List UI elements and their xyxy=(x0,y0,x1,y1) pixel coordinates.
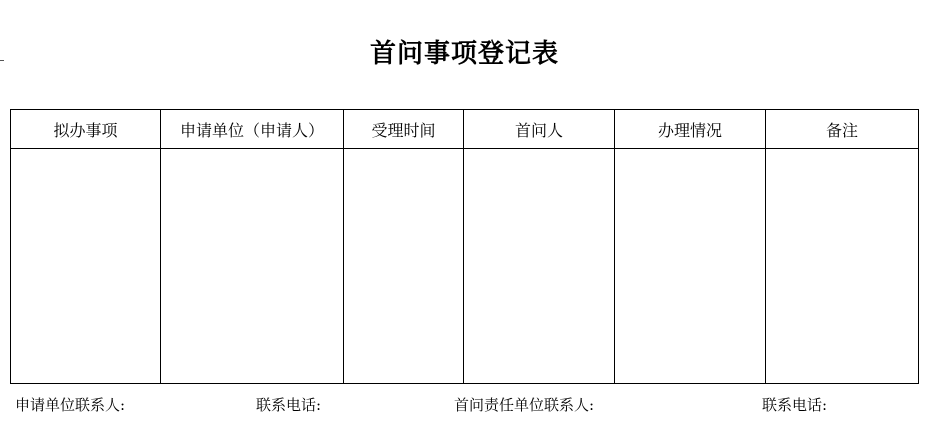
cell-proposed-matter[interactable] xyxy=(11,149,161,384)
cell-applicant-unit[interactable] xyxy=(161,149,344,384)
cell-remarks[interactable] xyxy=(766,149,919,384)
responsible-contact-label: 首问责任单位联系人: xyxy=(454,396,595,414)
header-remarks: 备注 xyxy=(766,110,919,149)
header-acceptance-time: 受理时间 xyxy=(344,110,464,149)
header-handling-status: 办理情况 xyxy=(615,110,766,149)
cell-handling-status[interactable] xyxy=(615,149,766,384)
signature-footer xyxy=(0,390,929,420)
page-title: 首问事项登记表 xyxy=(369,39,559,69)
registration-table xyxy=(10,109,919,384)
cell-acceptance-time[interactable] xyxy=(344,149,464,384)
table-row xyxy=(11,149,919,384)
table-header-row xyxy=(11,110,919,149)
applicant-contact-label: 申请单位联系人: xyxy=(15,396,126,414)
responsible-phone-label: 联系电话: xyxy=(762,396,828,414)
applicant-phone-label: 联系电话: xyxy=(256,396,322,414)
header-applicant-unit: 申请单位（申请人） xyxy=(161,110,344,149)
header-first-inquiry-person: 首问人 xyxy=(464,110,615,149)
cell-first-inquiry-person[interactable] xyxy=(464,149,615,384)
header-proposed-matter: 拟办事项 xyxy=(11,110,161,149)
